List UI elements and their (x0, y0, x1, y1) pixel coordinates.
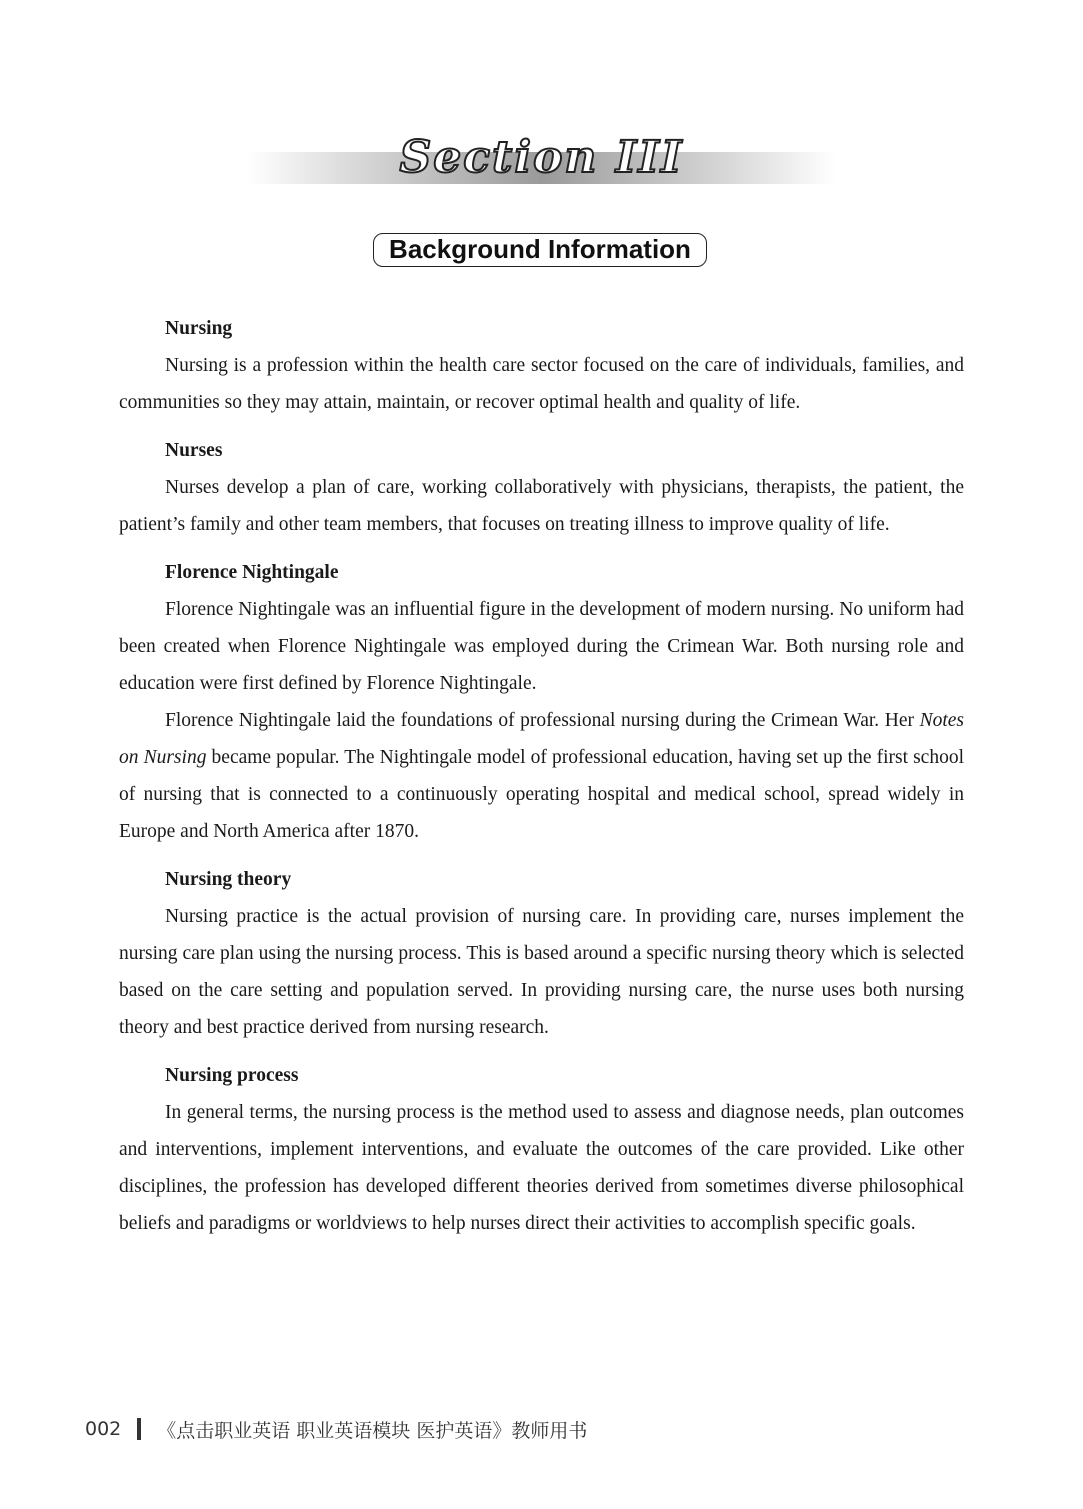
heading-florence-nightingale: Florence Nightingale (165, 562, 339, 583)
paragraph-nursing-theory: Nursing practice is the actual provision of nursing care. In providing care, nurses implement the nursing care plan using the nursing process. This is based around a specific nursing theory which is selected based on the care setting and population served. In providing nursing care, the nurse uses both nursing theory and best practice derived from nursing research. (119, 906, 964, 1038)
main-content (119, 310, 964, 1242)
paragraph-florence-2 (119, 702, 964, 850)
heading-nursing: Nursing (165, 318, 233, 339)
book-title-notes-on-nursing: Notes on Nursing (119, 710, 964, 768)
paragraph-florence-2-end: became popular. The Nightingale model of professional education, having set up the first school of nursing that is connected to a continuously operating hospital and medical school, spread widely in Europe and North America after 1870. (119, 747, 965, 842)
footer-divider (137, 1418, 141, 1440)
heading-nursing-process: Nursing process (165, 1065, 299, 1086)
section-title: Section III (399, 132, 684, 183)
page-number: 002 (85, 1418, 122, 1440)
paragraph-nurses: Nurses develop a plan of care, working collaboratively with physicians, therapists, the patient, the patient’s family and other team members, that focuses on treating illness to improve quality of life. (119, 477, 964, 535)
page-footer (85, 1414, 587, 1444)
paragraph-nursing: Nursing is a profession within the health care sector focused on the care of individuals, families, and communities so they may attain, maintain, or recover optimal health and quality of life. (119, 355, 964, 413)
heading-nursing-theory: Nursing theory (165, 869, 292, 890)
background-information-title: Background Information (373, 233, 707, 267)
heading-nurses: Nurses (165, 440, 223, 461)
paragraph-nursing-process: In general terms, the nursing process is the method used to assess and diagnose needs, plan outcomes and interventions, implement interventions, and evaluate the outcomes of the care provided. Like other disciplines, the profession has developed different theories derived from sometimes diverse philosophical beliefs and paradigms or worldviews to help nurses direct their activities to accomplish specific goals. (119, 1102, 964, 1234)
paragraph-florence-1: Florence Nightingale was an influential figure in the development of modern nursing. No uniform had been created when Florence Nightingale was employed during the Crimean War. Both nursing role and education were first defined by Florence Nightingale. (119, 599, 964, 694)
footer-book-title: 《点击职业英语 职业英语模块 医护英语》教师用书 (157, 1419, 588, 1442)
paragraph-florence-2-start: Florence Nightingale laid the foundations of professional nursing during the Crimean War. Her (165, 710, 920, 731)
